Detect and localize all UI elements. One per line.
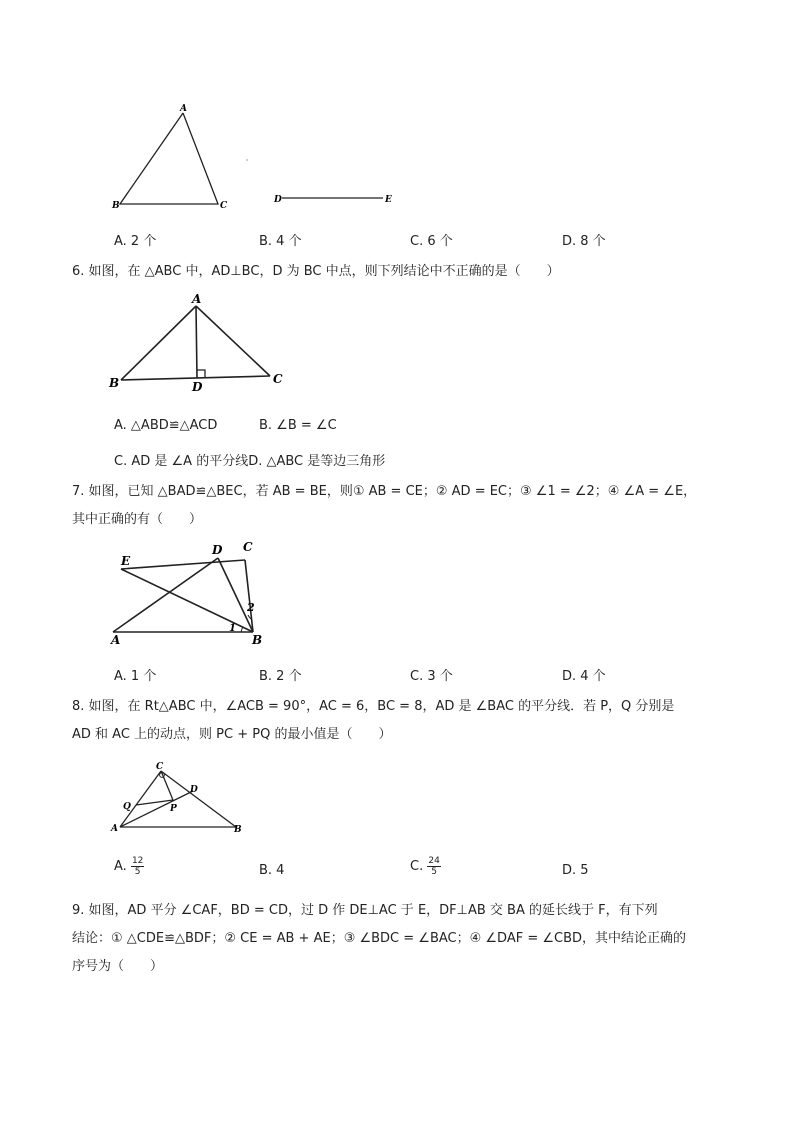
q7-option-b: B. 2 个	[259, 669, 302, 684]
fig-label-b: B	[234, 825, 242, 835]
q6-stem: 6. 如图，在 △ABC 中，AD⊥BC，D 为 BC 中点，则下列结论中不正确的是（ ）	[72, 264, 560, 279]
fig-label-e: E	[385, 195, 392, 205]
q7-option-a: A. 1 个	[114, 669, 157, 684]
fig-label-c: C	[156, 762, 164, 772]
q8-option-c-fraction	[427, 856, 440, 877]
fig-label-1: 1	[229, 623, 236, 634]
q8-option-d: D. 5	[562, 863, 589, 878]
q6-option-b: B. ∠B = ∠C	[259, 418, 337, 433]
fig-label-c: C	[273, 372, 283, 386]
q8-option-a-denominator: 5	[134, 867, 141, 877]
q7-stem-line1: 7. 如图，已知 △BAD≌△BEC，若 AB = BE，则① AB = CE；② AD = EC；③ ∠1 = ∠2；④ ∠A = ∠E，	[72, 484, 697, 499]
fig-label-a: A	[111, 824, 118, 834]
q9-stem-line2: 结论：① △CDE≌△BDF；② CE = AB + AE；③ ∠BDC = ∠BAC；④ ∠DAF = ∠CBD，其中结论正确的	[72, 931, 687, 946]
q5-option-b: B. 4 个	[259, 234, 302, 249]
q8-figure	[108, 758, 248, 838]
q8-option-c-denominator: 5	[431, 867, 437, 877]
q5-segment-figure	[270, 155, 400, 210]
q8-option-c-numerator: 24	[428, 856, 440, 866]
fig-label-b: B	[109, 376, 120, 390]
fig-label-d: D	[212, 543, 223, 557]
q6-option-a: A. △ABD≌△ACD	[114, 418, 218, 433]
q5-option-a: A. 2 个	[114, 234, 157, 249]
fig-label-b: B	[112, 201, 120, 211]
fig-label-a: A	[180, 104, 187, 114]
fig-label-d: D	[190, 785, 198, 795]
fig-label-c: C	[243, 540, 253, 554]
fig-label-d: D	[192, 380, 203, 394]
q5-option-c: C. 6 个	[410, 234, 453, 249]
q8-option-b: B. 4	[259, 863, 285, 878]
q8-option-c-prefix: C.	[410, 859, 424, 874]
fig-label-c: C	[220, 201, 228, 211]
fig-label-2: 2	[247, 601, 255, 614]
q8-option-c	[410, 856, 441, 877]
q7-figure	[105, 535, 275, 650]
q5-option-d: D. 8 个	[562, 234, 606, 249]
q9-stem-line1: 9. 如图，AD 平分 ∠CAF，BD = CD，过 D 作 DE⊥AC 于 E，DF⊥AB 交 BA 的延长线于 F，有下列	[72, 903, 658, 918]
q6-option-cd: C. AD 是 ∠A 的平分线D. △ABC 是等边三角形	[114, 454, 386, 469]
q7-stem-line2: 其中正确的有（ ）	[72, 512, 203, 527]
q8-option-a-fraction	[131, 856, 144, 877]
fig-label-e: E	[121, 554, 131, 568]
fig-label-q: Q	[123, 802, 131, 812]
q9-stem-line3: 序号为（ ）	[72, 959, 164, 974]
q8-stem-line1: 8. 如图，在 Rt△ABC 中，∠ACB = 90°，AC = 6，BC = 8，AD 是 ∠BAC 的平分线．若 P，Q 分别是	[72, 699, 675, 714]
fig-label-d: D	[274, 195, 282, 205]
q8-stem-line2: AD 和 AC 上的动点，则 PC + PQ 的最小值是（ ）	[72, 727, 392, 742]
q7-option-d: D. 4 个	[562, 669, 606, 684]
fig-label-a: A	[111, 633, 121, 647]
q8-option-a-prefix: A.	[114, 859, 127, 874]
q8-option-a-numerator: 12	[131, 856, 144, 866]
fig-label-b: B	[252, 633, 263, 647]
q7-option-c: C. 3 个	[410, 669, 453, 684]
fig-label-p: P	[170, 804, 177, 814]
q5-triangle-figure	[110, 100, 240, 212]
fig-label-a: A	[192, 292, 202, 306]
q6-triangle-figure	[105, 290, 295, 395]
q8-option-a	[114, 856, 144, 877]
